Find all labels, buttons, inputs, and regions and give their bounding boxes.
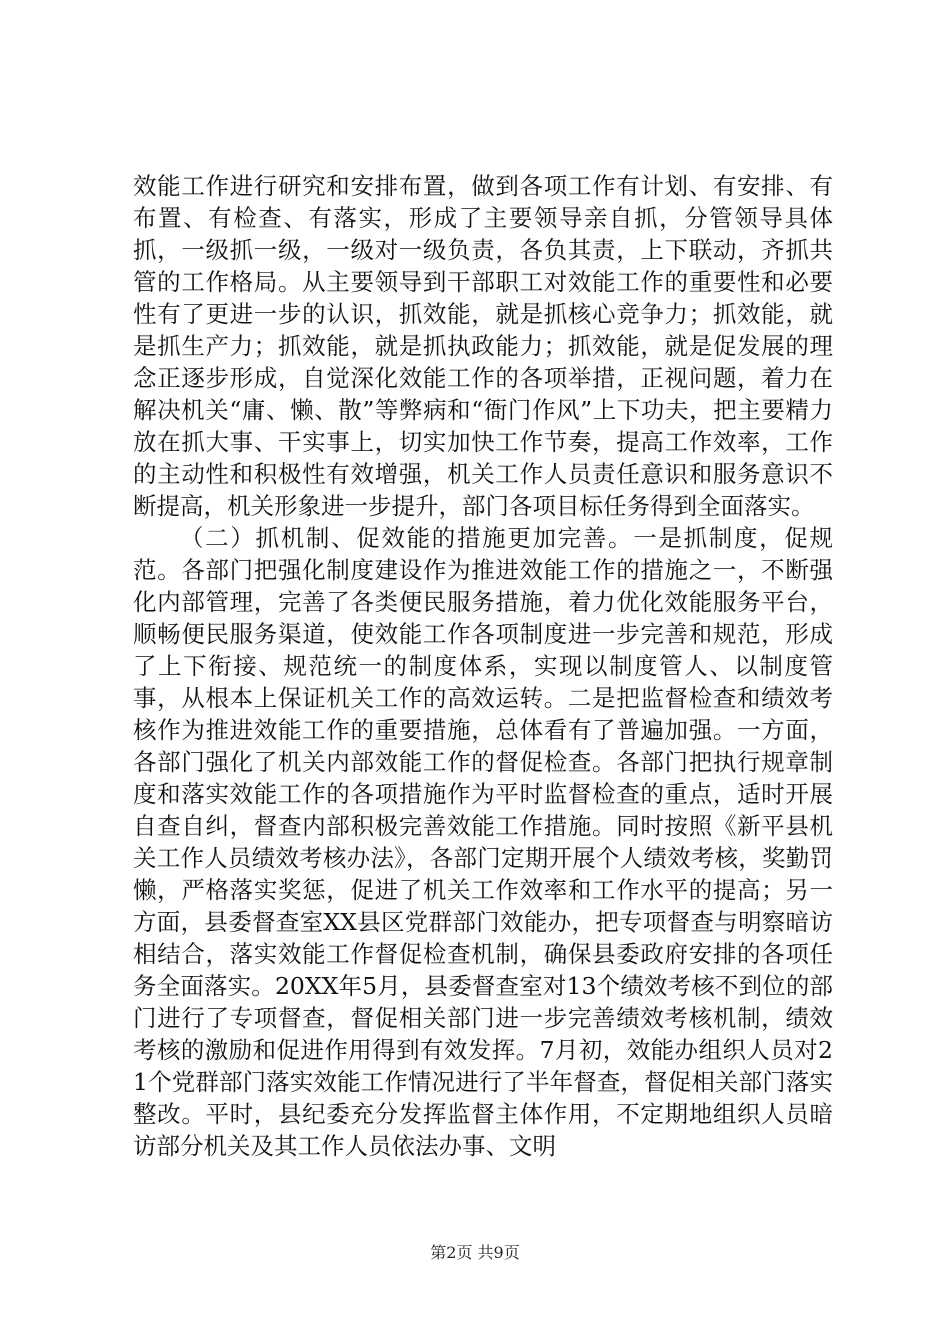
paragraph-mechanism-measures: （二）抓机制、促效能的措施更加完善。一是抓制度，促规范。各部门把强化制度建设作为推进效能工作的措施之一，不断强化内部管理，完善了各类便民服务措施，着力优化效能服务平台，顺畅便民服务渠道，使效能工作各项制度进一步完善和规范，形成了上下衔接、规范统一的制度体系，实现以制度管人、以制度管事，从根本上保证机关工作的高效运转。二是把监督检查和绩效考核作为推进效能工作的重要措施，总体看有了普遍加强。一方面，各部门强化了机关内部效能工作的督促检查。各部门把执行规章制度和落实效能工作的各项措施作为平时监督检查的重点，适时开展自查自纠，督查内部积极完善效能工作措施。同时按照《新平县机关工作人员绩效考核办法》，各部门定期开展个人绩效考核，奖勤罚懒，严格落实奖惩，促进了机关工作效率和工作水平的提高；另一方面，县委督查室XX县区党群部门效能办，把专项督查与明察暗访相结合，落实效能工作督促检查机制，确保县委政府安排的各项任务全面落实。20XX年5月，县委督查室对13个绩效考核不到位的部门进行了专项督查，督促相关部门进一步完善绩效考核机制，绩效考核的激励和促进作用得到有效发挥。7月初，效能办组织人员对21个党群部门落实效能工作情况进行了半年督查，督促相关部门落实整改。平时，县纪委充分发挥监督主体作用，不定期地组织人员暗访部分机关及其工作人员依法办事、文明 xyxy=(133,524,833,1160)
document-body xyxy=(133,170,833,1162)
page-footer: 第2页 共9页 xyxy=(430,1243,520,1262)
paragraph-continuation: 效能工作进行研究和安排布置，做到各项工作有计划、有安排、有布置、有检查、有落实，形成了主要领导亲自抓，分管领导具体抓，一级抓一级，一级对一级负责，各负其责，上下联动，齐抓共管的工作格局。从主要领导到干部职工对效能工作的重要性和必要性有了更进一步的认识，抓效能，就是抓核心竞争力；抓效能，就是抓生产力；抓效能，就是抓执政能力；抓效能，就是促发展的理念正逐步形成，自觉深化效能工作的各项举措，正视问题，着力在解决机关“庸、懒、散”等弊病和“衙门作风”上下功夫，把主要精力放在抓大事、干实事上，切实加快工作节奏，提高工作效率，工作的主动性和积极性有效增强，机关工作人员责任意识和服务意识不断提高，机关形象进一步提升，部门各项目标任务得到全面落实。 xyxy=(133,172,833,520)
